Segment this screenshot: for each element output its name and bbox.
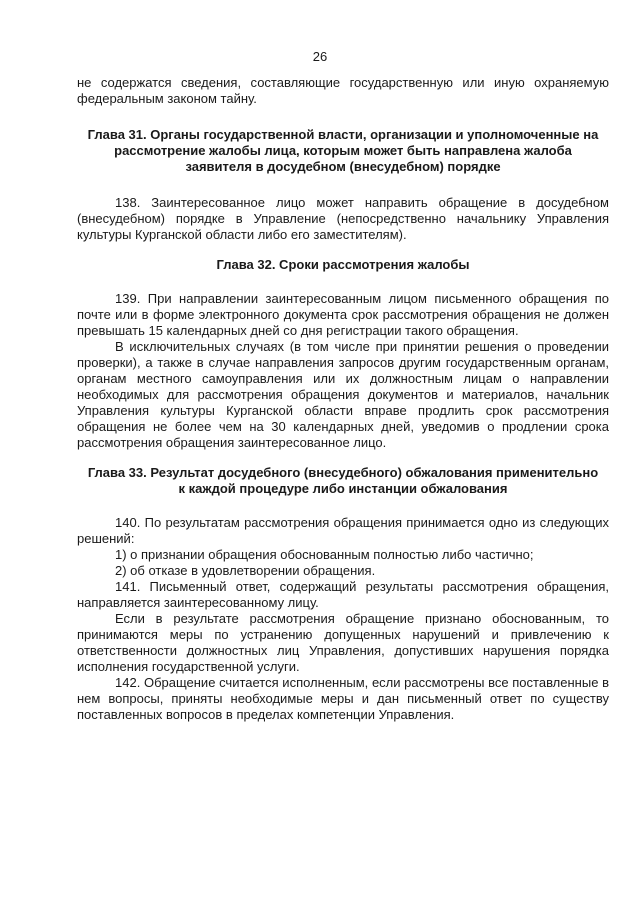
chapter-33-heading: Глава 33. Результат досудебного (внесудебного) обжалования применительно к каждой процедуре либо инстанции обжалования <box>87 465 599 496</box>
document-body <box>77 75 609 723</box>
paragraph-139: 139. При направлении заинтересованным лицом письменного обращения по почте или в форме электронного документа срок рассмотрения обращения не должен превышать 15 календарных дней со дня регистрации такого обращения. <box>77 291 609 338</box>
paragraph-139-continued: В исключительных случаях (в том числе при принятии решения о проведении проверки), а также в случае направления запросов другим государственным органам, органам местного самоуправления или их должностным лицам о направлении необходимых для рассмотрения обращения документов и материалов, начальник Управления культуры Курганской области вправе продлить срок рассмотрения обращения не более чем на 30 календарных дней, уведомив о продлении срока рассмотрения обращения заинтересованное лицо. <box>77 339 609 450</box>
paragraph-140: 140. По результатам рассмотрения обращения принимается одно из следующих решений: <box>77 515 609 546</box>
page-number: 26 <box>312 49 328 64</box>
chapter-31-heading: Глава 31. Органы государственной власти, организации и уполномоченные на рассмотрение жалобы лица, которым может быть направлена жалоба заявителя в досудебном (внесудебном) порядке <box>87 127 599 174</box>
intro-paragraph: не содержатся сведения, составляющие государственную или иную охраняемую федеральным законом тайну. <box>77 75 609 106</box>
paragraph-141: 141. Письменный ответ, содержащий результаты рассмотрения обращения, направляется заинтересованному лицу. <box>77 579 609 610</box>
paragraph-140-item-2: 2) об отказе в удовлетворении обращения. <box>115 563 376 578</box>
paragraph-138: 138. Заинтересованное лицо может направить обращение в досудебном (внесудебном) порядке в Управление (непосредственно начальнику Управления культуры Курганской области либо его заместителям). <box>77 195 609 242</box>
paragraph-142: 142. Обращение считается исполненным, если рассмотрены все поставленные в нем вопросы, приняты необходимые меры и дан письменный ответ по существу поставленных вопросов в пределах компетенции Управления. <box>77 675 609 722</box>
paragraph-141-continued: Если в результате рассмотрения обращение признано обоснованным, то принимаются меры по устранению допущенных нарушений и привлечению к ответственности должностных лиц Управления, допустивших нарушения порядка исполнения государственной услуги. <box>77 611 609 674</box>
chapter-32-heading: Глава 32. Сроки рассмотрения жалобы <box>216 257 470 272</box>
paragraph-140-item-1: 1) о признании обращения обоснованным полностью либо частично; <box>115 547 534 562</box>
